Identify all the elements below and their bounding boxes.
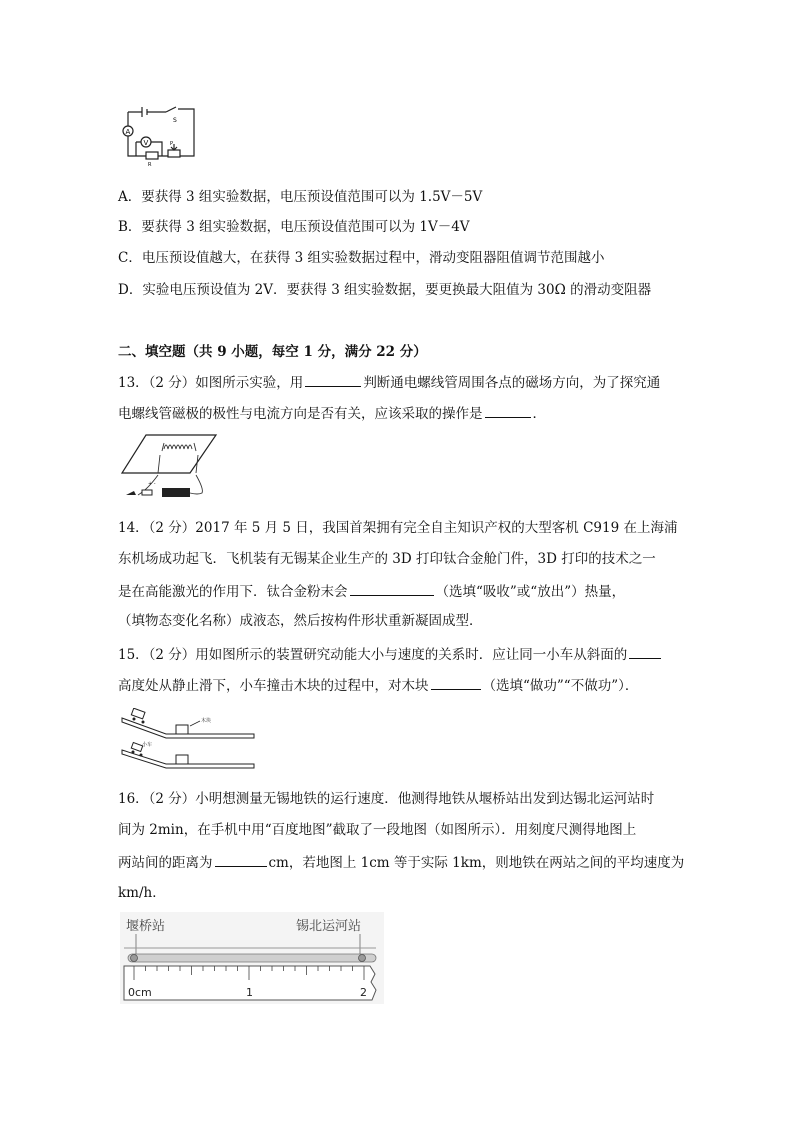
q14-line-2: 东机场成功起飞．飞机装有无锡某企业生产的 3D 打印钛合金舱门件，3D 打印的技术之一 — [118, 551, 656, 567]
ruler-label-1: 1 — [246, 986, 253, 999]
q16-line-2: 间为 2min，在手机中用“百度地图”截取了一段地图（如图所示）．用刻度尺测得地图上 — [118, 822, 637, 838]
q16-text: cm，若地图上 1cm 等于实际 1km，则地铁在两站之间的平均速度为 — [268, 855, 685, 871]
ruler-label-2: 2 — [360, 986, 367, 999]
section-2-heading: 二、填空题（共 9 小题，每空 1 分，满分 22 分） — [118, 344, 427, 360]
q14-line-1: 14．（2 分）2017 年 5 月 5 日，我国首架拥有完全自主知识产权的大型客机 C919 在上海浦 — [118, 520, 678, 536]
voltmeter-label: V — [143, 139, 149, 147]
q14-line-4: （填物态变化名称）成液态，然后按构件形状重新凝固成型． — [118, 613, 483, 629]
switch-label: S — [173, 117, 177, 124]
q12-option-d: D．实验电压预设值为 2V．要获得 3 组实验数据，要更换最大阻值为 30Ω 的滑动变阻器 — [118, 282, 652, 298]
resistor-label: R — [148, 162, 152, 166]
car-label: 小车 — [142, 742, 153, 748]
q15-line-2 — [118, 675, 638, 696]
q12-circuit-figure — [118, 104, 200, 166]
q12-option-b: B．要获得 3 组实验数据，电压预设值范围可以为 1V－4V — [118, 219, 470, 235]
q14-text: （选填“吸收”或“放出”）热量， — [435, 584, 626, 600]
q13-text: 13．（2 分）如图所示实验，用 — [118, 375, 304, 391]
q15-blank-2[interactable] — [431, 675, 481, 690]
q13-blank-1[interactable] — [305, 372, 361, 387]
q16-ruler-figure — [120, 912, 384, 1004]
svg-text:+ -: + - — [148, 481, 156, 487]
station-left-label: 堰桥站 — [126, 919, 166, 934]
station-right-label: 锡北运河站 — [296, 919, 362, 934]
q15-text: 高度处从静止滑下，小车撞击木块的过程中，对木块 — [118, 678, 429, 694]
q16-line-3 — [118, 852, 684, 873]
q13-text: 判断通电螺线管周围各点的磁场方向，为了探究通 — [363, 375, 661, 391]
q16-blank-1[interactable] — [215, 852, 267, 867]
q14-line-3 — [118, 581, 625, 602]
ammeter-label: A — [125, 128, 131, 136]
ruler-label-0: 0cm — [128, 986, 152, 999]
q16-line-4: km/h． — [118, 885, 166, 901]
q15-text: 15．（2 分）用如图所示的装置研究动能大小与速度的关系时．应让同一小车从斜面的 — [118, 647, 628, 663]
q13-solenoid-figure — [118, 433, 218, 505]
q13-text: ． — [532, 406, 546, 422]
q16-line-1: 16．（2 分）小明想测量无锡地铁的运行速度．他测得地铁从堰桥站出发到达锡北运河站时 — [118, 791, 655, 807]
q15-blank-1[interactable] — [629, 644, 661, 659]
q15-line-1 — [118, 644, 663, 665]
q13-text: 电螺线管磁极的极性与电流方向是否有关，应该采取的操作是 — [118, 406, 483, 422]
q12-option-c: C．电压预设值越大，在获得 3 组实验数据过程中，滑动变阻器阻值调节范围越小 — [118, 250, 605, 266]
block-label: 木块 — [201, 718, 212, 724]
q13-line-2 — [118, 403, 546, 424]
q13-blank-2[interactable] — [485, 403, 531, 418]
q12-option-a: A．要获得 3 组实验数据，电压预设值范围可以为 1.5V－5V — [118, 189, 483, 205]
q14-blank-1[interactable] — [350, 581, 434, 596]
q13-line-1 — [118, 372, 660, 393]
q15-incline-figure — [118, 708, 258, 772]
q15-text: （选填“做功”“不做功”）． — [482, 678, 639, 694]
slider-label: P — [170, 141, 174, 147]
q16-text: 两站间的距离为 — [118, 855, 213, 871]
q14-text: 是在高能激光的作用下．钛合金粉末会 — [118, 584, 348, 600]
